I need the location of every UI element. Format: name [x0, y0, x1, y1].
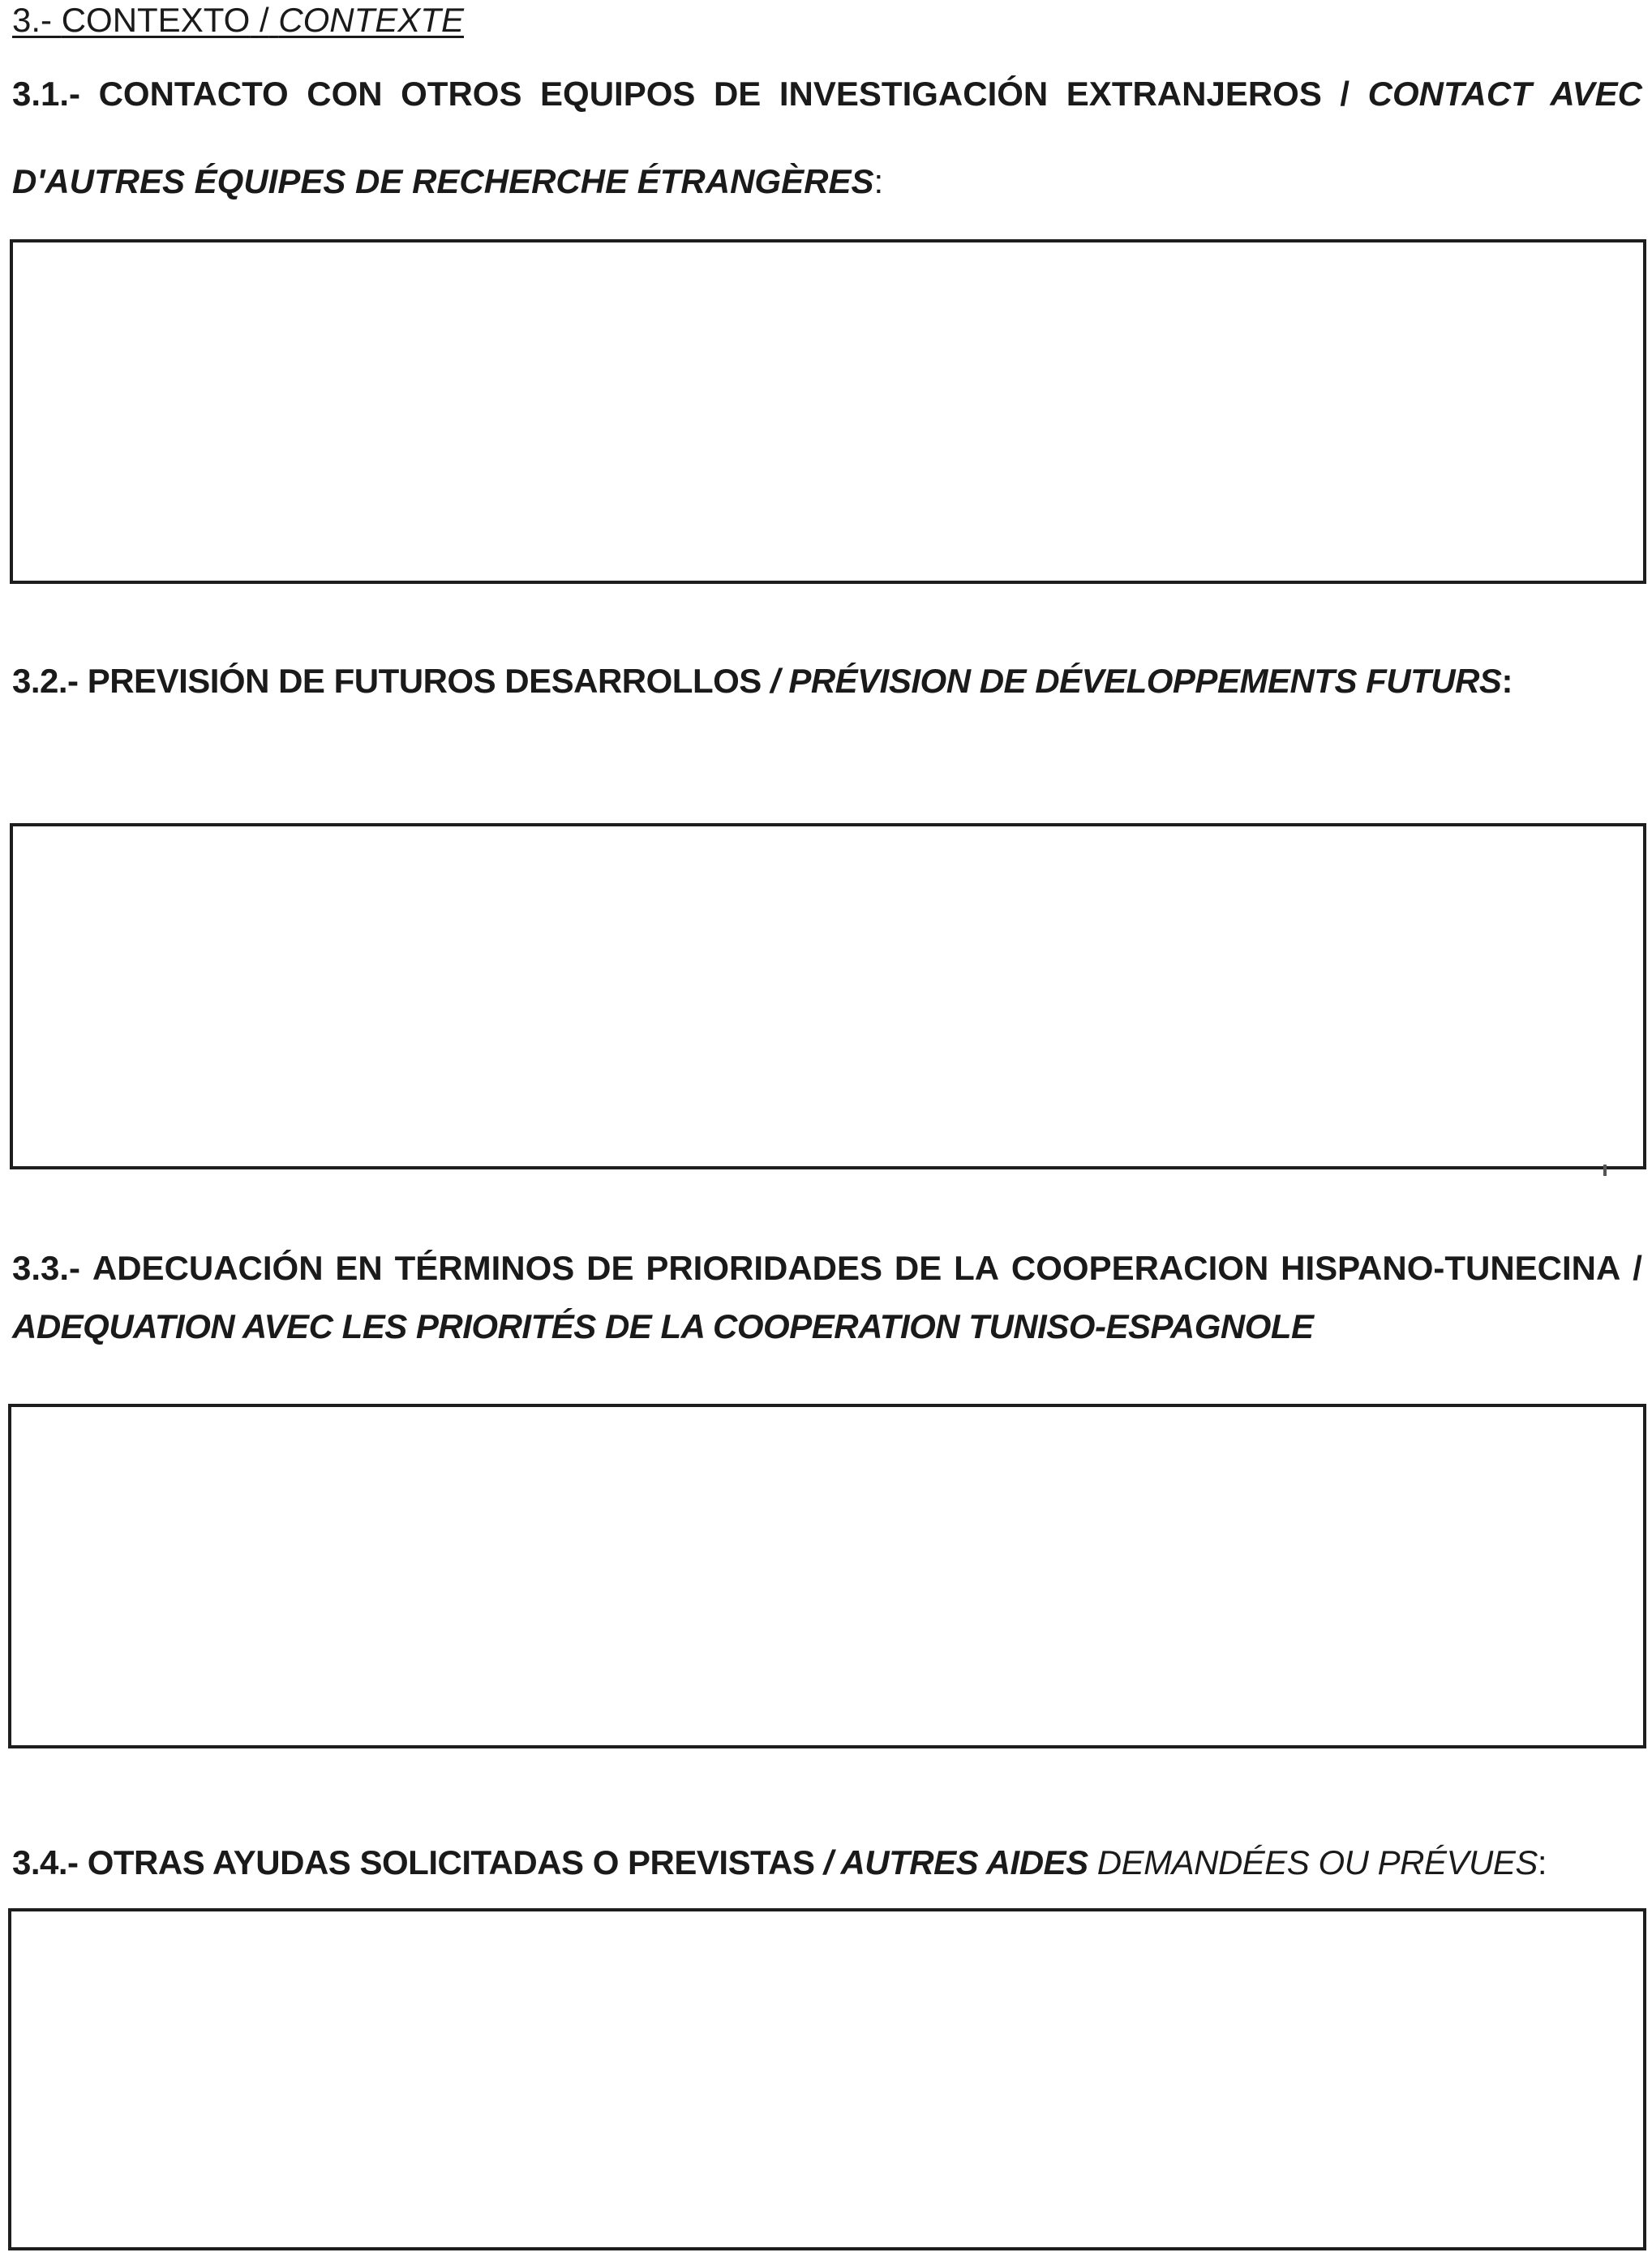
- heading-word: /: [1340, 75, 1350, 113]
- section-title-fr: CONTEXTE: [278, 1, 464, 39]
- heading-word: 3.1.-: [12, 75, 81, 113]
- heading-3-3-line2: [12, 1307, 1314, 1346]
- heading-3-4-es: 3.4.- OTRAS AYUDAS SOLICITADAS O PREVISTAS: [12, 1843, 815, 1881]
- heading-word: EXTRANJEROS: [1066, 75, 1322, 113]
- heading-3-1-line1: [12, 75, 1642, 114]
- heading-word: LA: [954, 1249, 1000, 1287]
- section-title-sep: /: [259, 1, 269, 39]
- answer-box-3-1[interactable]: [10, 239, 1646, 584]
- heading-word-fr: AVEC: [1550, 75, 1642, 113]
- heading-word: TÉRMINOS: [394, 1249, 575, 1287]
- heading-3-1-line2: [12, 162, 883, 201]
- heading-3-4-fr-bold: AUTRES AIDES: [840, 1843, 1088, 1881]
- section-number: 3.-: [12, 1, 53, 39]
- heading-word: PRIORIDADES: [646, 1249, 883, 1287]
- answer-box-3-2[interactable]: [10, 823, 1646, 1169]
- heading-word-fr: CONTACT: [1367, 75, 1532, 113]
- heading-word: CON: [307, 75, 383, 113]
- heading-3-2-fr: PRÉVISION DE DÉVELOPPEMENTS FUTURS: [788, 662, 1502, 700]
- heading-word: HISPANO-TUNECINA: [1281, 1249, 1621, 1287]
- section-title-es: CONTEXTO: [61, 1, 251, 39]
- scan-artifact: [1603, 1165, 1607, 1176]
- heading-3-2-sep: /: [761, 662, 789, 700]
- heading-3-3-fr: ADEQUATION AVEC LES PRIORITÉS DE LA COOPERATION TUNISO-ESPAGNOLE: [12, 1307, 1314, 1345]
- heading-3-2: [12, 662, 1513, 701]
- heading-word: EN: [335, 1249, 383, 1287]
- heading-colon: :: [1501, 662, 1513, 700]
- answer-box-3-3[interactable]: [8, 1404, 1646, 1748]
- heading-colon: :: [873, 162, 884, 200]
- heading-word: INVESTIGACIÓN: [779, 75, 1049, 113]
- heading-word: EQUIPOS: [540, 75, 696, 113]
- heading-word: OTROS: [401, 75, 522, 113]
- heading-colon: :: [1537, 1843, 1547, 1881]
- heading-word: ADECUACIÓN: [92, 1249, 324, 1287]
- heading-word: 3.3.-: [12, 1249, 81, 1287]
- heading-3-4-fr-regular: DEMANDÉES OU PRÉVUES: [1088, 1843, 1538, 1881]
- heading-3-4: [12, 1843, 1547, 1882]
- heading-word: DE: [713, 75, 762, 113]
- section-title: [12, 1, 464, 40]
- heading-3-1-fr: D'AUTRES ÉQUIPES DE RECHERCHE ÉTRANGÈRES: [12, 162, 874, 200]
- heading-word: DE: [894, 1249, 942, 1287]
- heading-word: /: [1633, 1249, 1642, 1287]
- heading-3-3-line1: [12, 1249, 1642, 1288]
- heading-word: COOPERACION: [1011, 1249, 1269, 1287]
- heading-3-2-es: 3.2.- PREVISIÓN DE FUTUROS DESARROLLOS: [12, 662, 762, 700]
- heading-3-4-sep: /: [814, 1843, 841, 1881]
- heading-word: DE: [586, 1249, 634, 1287]
- answer-box-3-4[interactable]: [8, 1908, 1646, 2250]
- heading-word: CONTACTO: [98, 75, 289, 113]
